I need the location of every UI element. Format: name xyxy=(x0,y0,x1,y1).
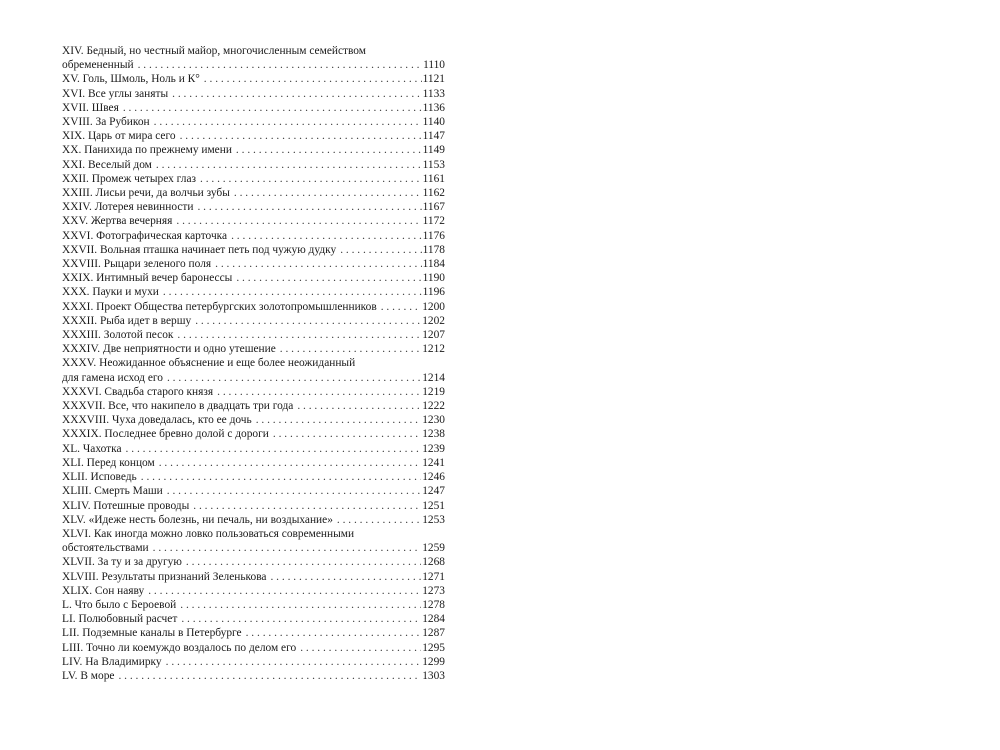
toc-entry xyxy=(62,612,445,626)
toc-entry-line xyxy=(62,484,445,498)
toc-entry-title: XL. Чахотка xyxy=(62,442,122,455)
dot-leader xyxy=(215,257,422,271)
dot-leader xyxy=(159,456,421,470)
toc-page-number: 1110 xyxy=(423,59,445,72)
toc-page-number: 1140 xyxy=(422,116,445,129)
toc-entry-title: XXXI. Проект Общества петербургских золотопромышленников xyxy=(62,300,377,313)
dot-leader xyxy=(231,229,422,243)
toc-page-number: 1161 xyxy=(422,172,445,185)
dot-leader xyxy=(118,669,421,683)
toc-page-number: 1212 xyxy=(422,343,445,356)
toc-entry-line xyxy=(62,172,445,186)
toc-entry-title: XVII. Швея xyxy=(62,101,119,114)
toc-entry-line xyxy=(62,641,445,655)
toc-entry xyxy=(62,314,445,328)
toc-page-number: 1133 xyxy=(422,87,445,100)
toc-entry-line xyxy=(62,584,445,598)
toc-entry xyxy=(62,243,445,257)
toc-entry-line xyxy=(62,129,445,143)
toc-entry-title: L. Что было с Бероевой xyxy=(62,598,177,611)
toc-entry-line xyxy=(62,271,445,285)
toc-page-number: 1222 xyxy=(422,400,445,413)
toc-entry-line xyxy=(62,612,445,626)
toc-entry-line xyxy=(62,342,445,356)
toc-entry-title: XXXII. Рыба идет в вершу xyxy=(62,314,192,327)
toc-entry xyxy=(62,172,445,186)
toc-entry-title: XXII. Промеж четырех глаз xyxy=(62,172,197,185)
toc-entry-title: XXXIII. Золотой песок xyxy=(62,329,174,342)
toc-entry xyxy=(62,655,445,669)
toc-entry xyxy=(62,399,445,413)
toc-entry-line xyxy=(62,427,445,441)
dot-leader xyxy=(138,58,422,72)
toc-entry-line xyxy=(62,115,445,129)
toc-page-number: 1162 xyxy=(422,187,445,200)
toc-entry-line xyxy=(62,101,445,115)
toc-entry-title: XXXIV. Две неприятности и одно утешение xyxy=(62,343,276,356)
dot-leader xyxy=(217,385,421,399)
dot-leader xyxy=(167,484,421,498)
toc-page-number: 1251 xyxy=(422,499,445,512)
toc-entry-title: XXVII. Вольная пташка начинает петь под чужую дудку xyxy=(62,243,337,256)
toc-entry-line xyxy=(62,499,445,513)
toc-entry xyxy=(62,427,445,441)
table-of-contents xyxy=(62,44,445,683)
toc-page-number: 1136 xyxy=(422,101,445,114)
toc-page-number: 1121 xyxy=(422,73,445,86)
toc-entry-title: XXVIII. Рыцари зеленого поля xyxy=(62,258,212,271)
toc-entry-line xyxy=(62,669,445,683)
dot-leader xyxy=(141,470,421,484)
toc-entry-line xyxy=(62,598,445,612)
toc-entry-title: XXXVI. Свадьба старого князя xyxy=(62,385,214,398)
toc-entry-title: обстоятельствами xyxy=(62,542,149,555)
toc-page-number: 1239 xyxy=(422,442,445,455)
toc-page-number: 1238 xyxy=(422,428,445,441)
toc-page-number: 1202 xyxy=(422,314,445,327)
toc-page-number: 1253 xyxy=(422,513,445,526)
toc-entry-line xyxy=(62,413,445,427)
toc-entry-line xyxy=(62,328,445,342)
toc-entry xyxy=(62,598,445,612)
toc-page-number: 1278 xyxy=(422,598,445,611)
toc-page-number: 1200 xyxy=(422,300,445,313)
toc-entry xyxy=(62,87,445,101)
toc-entry-title: XXI. Веселый дом xyxy=(62,158,152,171)
toc-entry-title: XXX. Пауки и мухи xyxy=(62,286,159,299)
toc-entry-title: LI. Полюбовный расчет xyxy=(62,613,178,626)
toc-entry-title: XXXVIII. Чуха доведалась, кто ее дочь xyxy=(62,414,252,427)
dot-leader xyxy=(167,371,421,385)
dot-leader xyxy=(236,143,422,157)
toc-entry xyxy=(62,484,445,498)
toc-entry-title: XLV. «Идеже несть болезнь, ни печаль, ни воздыхание» xyxy=(62,513,333,526)
toc-entry-title-line: XIV. Бедный, но честный майор, многочисленным семейством xyxy=(62,45,366,57)
toc-entry-title: XLIII. Смерть Маши xyxy=(62,485,163,498)
toc-entry xyxy=(62,214,445,228)
toc-entry-title: XLI. Перед концом xyxy=(62,456,155,469)
toc-page-number: 1207 xyxy=(422,329,445,342)
toc-entry-line xyxy=(62,470,445,484)
toc-entry-title: XXIX. Интимный вечер баронессы xyxy=(62,272,233,285)
toc-page-number: 1271 xyxy=(422,570,445,583)
toc-entry-title: LV. В море xyxy=(62,669,115,682)
toc-page-number: 1303 xyxy=(422,669,445,682)
toc-entry-title: XVI. Все углы заняты xyxy=(62,87,169,100)
toc-entry-line xyxy=(62,257,445,271)
toc-entry-line xyxy=(62,399,445,413)
toc-entry-line xyxy=(62,285,445,299)
toc-entry-title: XV. Голь, Шмоль, Ноль и К° xyxy=(62,73,200,86)
toc-entry-title: XX. Панихида по прежнему имени xyxy=(62,144,232,157)
toc-entry xyxy=(62,143,445,157)
toc-entry xyxy=(62,285,445,299)
toc-entry-title: XXXIX. Последнее бревно долой с дороги xyxy=(62,428,269,441)
toc-entry-title: LII. Подземные каналы в Петербурге xyxy=(62,627,242,640)
dot-leader xyxy=(236,271,421,285)
dot-leader xyxy=(297,399,421,413)
toc-entry-title: XVIII. За Рубикон xyxy=(62,116,150,129)
toc-page-number: 1147 xyxy=(422,130,445,143)
toc-entry-title: LIV. На Владимирку xyxy=(62,655,162,668)
toc-entry xyxy=(62,641,445,655)
toc-entry-line xyxy=(62,385,445,399)
toc-page-number: 1259 xyxy=(422,542,445,555)
toc-entry-title: XIX. Царь от мира сего xyxy=(62,130,176,143)
toc-entry xyxy=(62,44,445,72)
dot-leader xyxy=(273,427,421,441)
toc-entry xyxy=(62,229,445,243)
toc-entry-title: XLII. Исповедь xyxy=(62,471,137,484)
toc-entry-line xyxy=(62,214,445,228)
toc-entry xyxy=(62,328,445,342)
toc-entry-line xyxy=(62,541,445,555)
dot-leader xyxy=(153,541,422,555)
dot-leader xyxy=(193,499,421,513)
toc-entry-title: XXVI. Фотографическая карточка xyxy=(62,229,228,242)
toc-entry xyxy=(62,72,445,86)
toc-entry xyxy=(62,513,445,527)
toc-entry xyxy=(62,442,445,456)
toc-entry-line xyxy=(62,655,445,669)
dot-leader xyxy=(154,115,422,129)
toc-entry-line xyxy=(62,570,445,584)
toc-page-number: 1247 xyxy=(422,485,445,498)
dot-leader xyxy=(148,584,421,598)
toc-page-number: 1178 xyxy=(422,243,445,256)
toc-page-number: 1295 xyxy=(422,641,445,654)
toc-page-number: 1299 xyxy=(422,655,445,668)
toc-entry-title: XLIV. Потешные проводы xyxy=(62,499,190,512)
toc-page-number: 1172 xyxy=(422,215,445,228)
toc-entry xyxy=(62,499,445,513)
toc-entry-line xyxy=(62,72,445,86)
dot-leader xyxy=(176,214,421,228)
toc-page-number: 1268 xyxy=(422,556,445,569)
toc-page-number: 1176 xyxy=(422,229,445,242)
toc-entry-line xyxy=(62,300,445,314)
toc-entry-title: XLVIII. Результаты признаний Зеленькова xyxy=(62,570,267,583)
toc-page-number: 1214 xyxy=(422,371,445,384)
toc-entry xyxy=(62,271,445,285)
toc-entry-line xyxy=(62,513,445,527)
dot-leader xyxy=(126,442,422,456)
toc-entry-line xyxy=(62,314,445,328)
dot-leader xyxy=(204,72,422,86)
toc-entry-title: XLIX. Сон наяву xyxy=(62,584,145,597)
toc-entry-line xyxy=(62,371,445,385)
toc-entry-line xyxy=(62,456,445,470)
dot-leader xyxy=(166,655,422,669)
toc-entry xyxy=(62,527,445,555)
dot-leader xyxy=(270,570,421,584)
toc-entry-line xyxy=(62,87,445,101)
dot-leader xyxy=(123,101,422,115)
dot-leader xyxy=(197,200,421,214)
toc-entry xyxy=(62,101,445,115)
toc-entry xyxy=(62,570,445,584)
toc-entry-line xyxy=(62,186,445,200)
dot-leader xyxy=(177,328,421,342)
dot-leader xyxy=(381,300,422,314)
dot-leader xyxy=(300,641,421,655)
toc-entry-line xyxy=(62,243,445,257)
toc-entry-title: LIII. Точно ли коемуждо воздалось по делом его xyxy=(62,641,297,654)
toc-entry-title: обремененный xyxy=(62,59,134,72)
toc-entry xyxy=(62,356,445,384)
dot-leader xyxy=(163,285,422,299)
toc-entry xyxy=(62,385,445,399)
toc-entry xyxy=(62,200,445,214)
toc-page-number: 1230 xyxy=(422,414,445,427)
toc-entry xyxy=(62,470,445,484)
dot-leader xyxy=(195,314,421,328)
toc-page-number: 1184 xyxy=(422,258,445,271)
dot-leader xyxy=(234,186,422,200)
dot-leader xyxy=(200,172,422,186)
toc-entry xyxy=(62,584,445,598)
toc-entry-title: XXIV. Лотерея невинности xyxy=(62,201,194,214)
dot-leader xyxy=(256,413,422,427)
toc-page-number: 1284 xyxy=(422,613,445,626)
dot-leader xyxy=(156,158,422,172)
dot-leader xyxy=(172,87,422,101)
toc-entry-title: XXV. Жертва вечерняя xyxy=(62,215,173,228)
toc-entry-line xyxy=(62,200,445,214)
dot-leader xyxy=(337,513,421,527)
toc-entry xyxy=(62,115,445,129)
toc-entry xyxy=(62,555,445,569)
toc-page-number: 1167 xyxy=(422,201,445,214)
toc-entry xyxy=(62,626,445,640)
toc-entry xyxy=(62,342,445,356)
toc-entry-title: для гамена исход его xyxy=(62,371,163,384)
toc-entry xyxy=(62,300,445,314)
toc-entry xyxy=(62,186,445,200)
toc-entry xyxy=(62,257,445,271)
toc-page-number: 1190 xyxy=(422,272,445,285)
toc-entry-title-line: XXXV. Неожиданное объяснение и еще более неожиданный xyxy=(62,357,356,370)
dot-leader xyxy=(340,243,421,257)
toc-page-number: 1246 xyxy=(422,471,445,484)
toc-entry xyxy=(62,129,445,143)
toc-entry xyxy=(62,158,445,172)
toc-page-number: 1196 xyxy=(422,286,445,299)
dot-leader xyxy=(180,598,421,612)
dot-leader xyxy=(186,555,421,569)
toc-entry-line xyxy=(62,442,445,456)
toc-entry xyxy=(62,456,445,470)
toc-page-number: 1153 xyxy=(422,158,445,171)
toc-entry-line xyxy=(62,555,445,569)
dot-leader xyxy=(246,626,422,640)
toc-entry-title-line: XLVI. Как иногда можно ловко пользоваться современными xyxy=(62,527,355,540)
toc-entry-line xyxy=(62,229,445,243)
toc-page-number: 1149 xyxy=(422,144,445,157)
dot-leader xyxy=(180,129,422,143)
toc-page-number: 1287 xyxy=(422,627,445,640)
toc-entry-line xyxy=(62,58,445,72)
toc-page-number: 1219 xyxy=(422,385,445,398)
toc-page-number: 1241 xyxy=(422,456,445,469)
toc-entry-title: XXIII. Лисьи речи, да волчьи зубы xyxy=(62,187,230,200)
toc-entry-title: XXXVII. Все, что накипело в двадцать три года xyxy=(62,400,294,413)
dot-leader xyxy=(280,342,421,356)
toc-entry-title: XLVII. За ту и за другую xyxy=(62,556,182,569)
toc-entry-line xyxy=(62,626,445,640)
toc-entry xyxy=(62,669,445,683)
dot-leader xyxy=(181,612,421,626)
toc-page-number: 1273 xyxy=(422,584,445,597)
toc-entry-line xyxy=(62,143,445,157)
toc-entry xyxy=(62,413,445,427)
toc-entry-line xyxy=(62,158,445,172)
